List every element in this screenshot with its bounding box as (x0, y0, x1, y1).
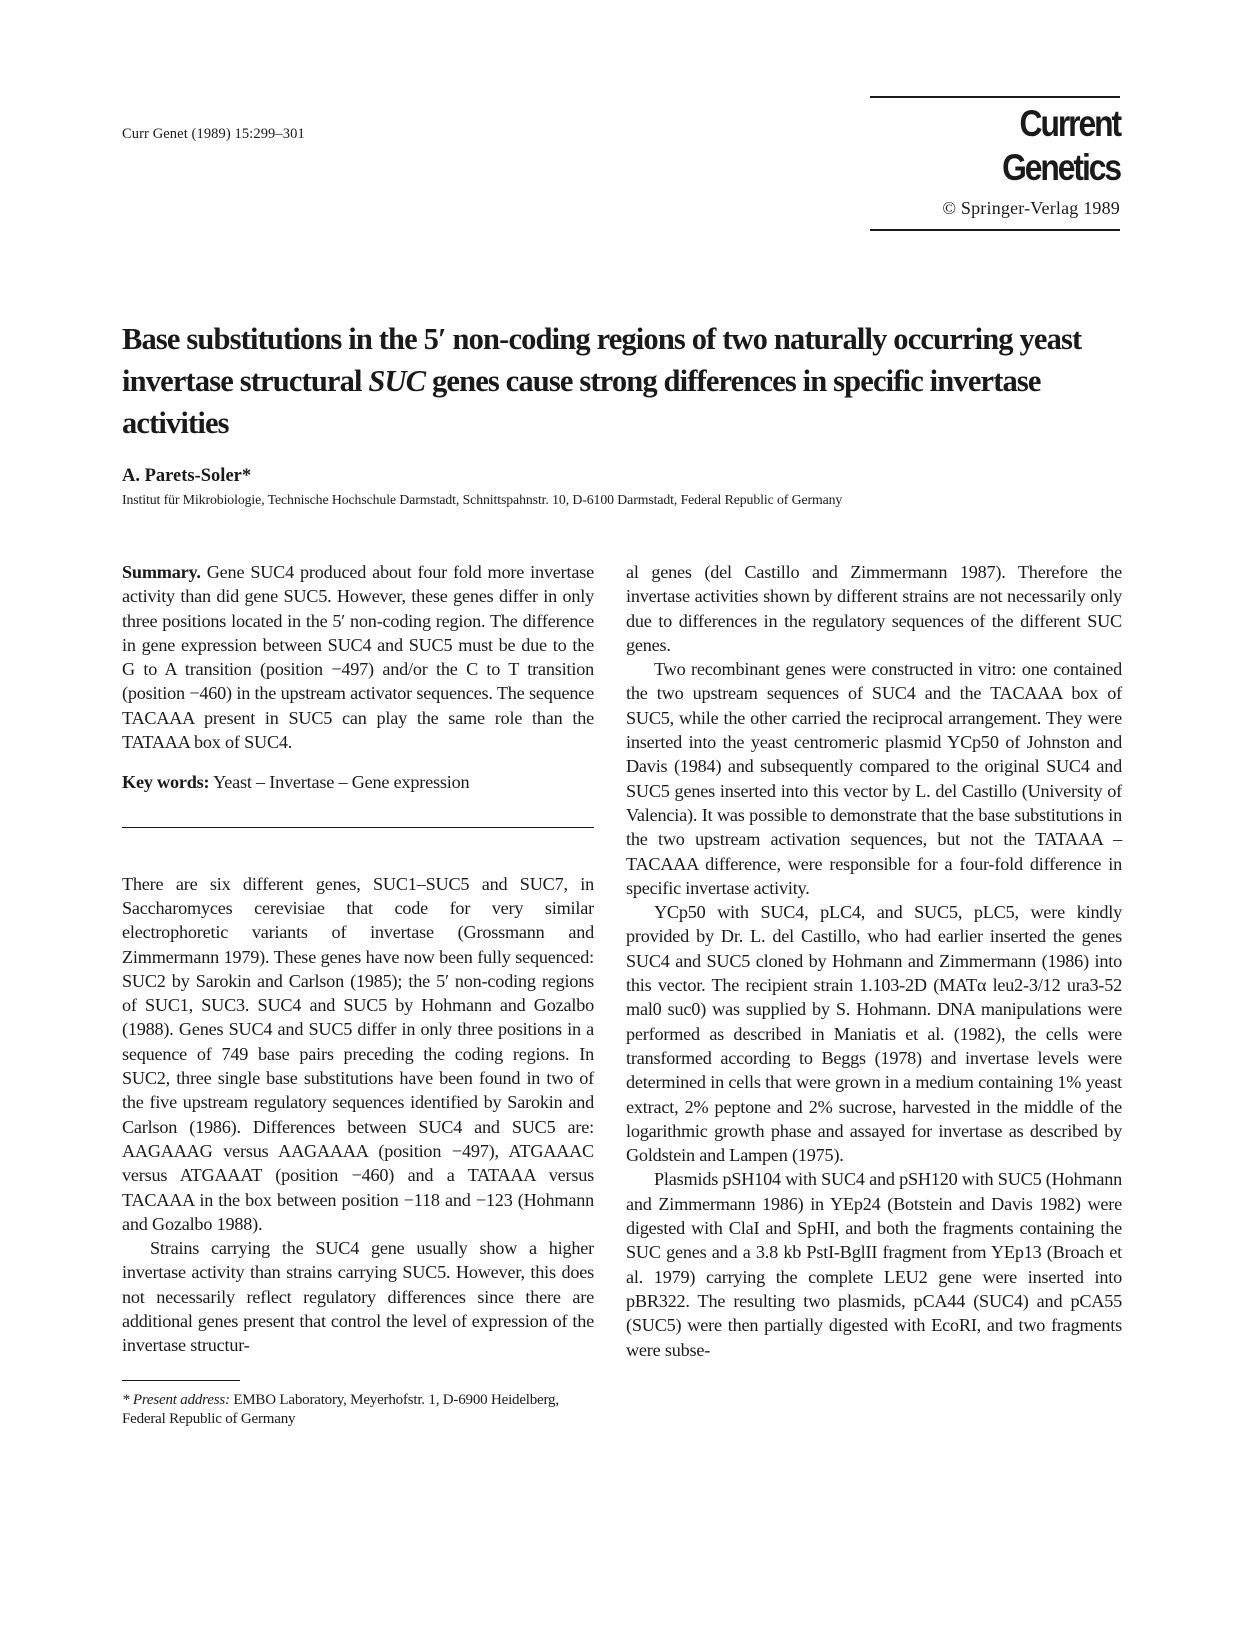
summary (122, 560, 594, 754)
body-paragraph: There are six different genes, SUC1–SUC5 and SUC7, in Saccharomyces cerevisiae that code for very similar electrophoretic variants of invertase (Grossmann and Zimmermann 1979). These genes have now been fully sequenced: SUC2 by Sarokin and Carlson (1985); the 5′ non-coding regions of SUC1, SUC3. SUC4 and SUC5 by Hohmann and Gozalbo (1988). Genes SUC4 and SUC5 differ in only three positions in a sequence of 749 base pairs preceding the coding regions. In SUC2, three single base substitutions have been found in two of the five upstream regulatory sequences identified by Sarokin and Carlson (1986). Differences between SUC4 and SUC5 are: AAGAAAG versus AAGAAAA (position −497), ATGAAAC versus ATGAAAT (position −460) and a TATAAA versus TACAAA in the box between position −118 and −123 (Hohmann and Gozalbo 1988). (122, 873, 594, 1234)
summary-label: Summary. (122, 562, 201, 582)
keywords (122, 770, 594, 794)
title-part1: Base substitutions in the 5′ non-coding regions of two naturally occurring yeast invertase structural (122, 322, 1082, 398)
keywords-text: Yeast – Invertase – Gene expression (209, 772, 470, 793)
footnote (122, 1391, 594, 1429)
title-part2: genes cause strong differences in specific invertase activities (122, 364, 1041, 440)
affiliation: Institut für Mikrobiologie, Technische Hochschule Darmstadt, Schnittspahnstr. 10, D-6100 Darmstadt, Federal Republic of Germany (122, 492, 843, 507)
body-paragraph: al genes (del Castillo and Zimmermann 1987). Therefore the invertase activities shown by different strains are not necessarily only due to differences in the regulatory sequences of the different SUC genes. (626, 562, 1122, 655)
body-paragraph: Plasmids pSH104 with SUC4 and pSH120 with SUC5 (Hohmann and Zimmermann 1986) in YEp24 (Botstein and Davis 1982) were digested with ClaI and SpHI, and both the fragments containing the SUC genes and a 3.8 kb PstI-BglII fragment from YEp13 (Broach et al. 1979) carrying the complete LEU2 gene were inserted into pBR322. The resulting two plasmids, pCA44 (SUC4) and pCA55 (SUC5) were then partially digested with EcoRI, and two fragments were subse- (626, 1169, 1122, 1360)
body-paragraph: Strains carrying the SUC4 gene usually show a higher invertase activity than strains carrying SUC5. However, this does not necessarily reflect regulatory differences since there are additional genes present that control the level of expression of the invertase structur- (122, 1238, 594, 1356)
right-column (626, 560, 1122, 1362)
footnote-rule (122, 1380, 240, 1381)
title-gene: SUC (368, 364, 426, 398)
body-paragraph: YCp50 with SUC4, pLC4, and SUC5, pLC5, were kindly provided by Dr. L. del Castillo, who had earlier inserted the genes SUC4 and SUC5 cloned by Hohmann and Zimmermann (1986) into this vector. The recipient strain 1.103-2D (MATα leu2-3/12 ura3-52 mal0 suc0) was supplied by S. Hohmann. DNA manipulations were performed as described in Maniatis et al. (1982), the cells were transformed according to Beggs (1978) and invertase levels were determined in cells that were grown in a medium containing 1% yeast extract, 2% peptone and 2% sucrose, harvested in the middle of the logarithmic growth phase and assayed for invertase as described by Goldstein and Lampen (1975). (626, 902, 1122, 1166)
citation: Curr Genet (1989) 15:299–301 (122, 126, 305, 142)
header-top-rule (870, 96, 1120, 98)
summary-text: Gene SUC4 produced about four fold more invertase activity than did gene SUC5. However, these genes differ in only three positions located in the 5′ non-coding region. The difference in gene expression between SUC4 and SUC5 must be due to the G to A transition (position −497) and/or the C to T transition (position −460) in the upstream activator sequences. The sequence TACAAA present in SUC5 can play the same role than the TATAAA box of SUC4. (122, 562, 594, 753)
paper-title (122, 318, 1122, 444)
header-bottom-rule (870, 229, 1120, 231)
journal-block (870, 96, 1120, 231)
abstract-divider (122, 827, 594, 828)
journal-name: Current Genetics (1002, 103, 1120, 188)
body-paragraph: Two recombinant genes were constructed in vitro: one contained the two upstream sequences of SUC4 and the TACAAA box of SUC5, while the other carried the reciprocal arrangement. They were inserted into the yeast centromeric plasmid YCp50 of Johnston and Davis (1984) and subsequently compared to the original SUC4 and SUC5 genes inserted into this vector by L. del Castillo (University of Valencia). It was possible to demonstrate that the base substitutions in the two upstream activation sequences, but not the TATAAA – TACAAA difference, were responsible for a four-fold difference in specific invertase activity. (626, 659, 1122, 898)
author: A. Parets-Soler* (122, 466, 252, 486)
left-column (122, 560, 594, 1429)
copyright: © Springer-Verlag 1989 (942, 198, 1120, 218)
footnote-text: EMBO Laboratory, Meyerhofstr. 1, D-6900 Heidelberg, Federal Republic of Germany (122, 1391, 559, 1427)
footnote-label: * Present address: (122, 1391, 230, 1408)
keywords-label: Key words: (122, 772, 210, 793)
